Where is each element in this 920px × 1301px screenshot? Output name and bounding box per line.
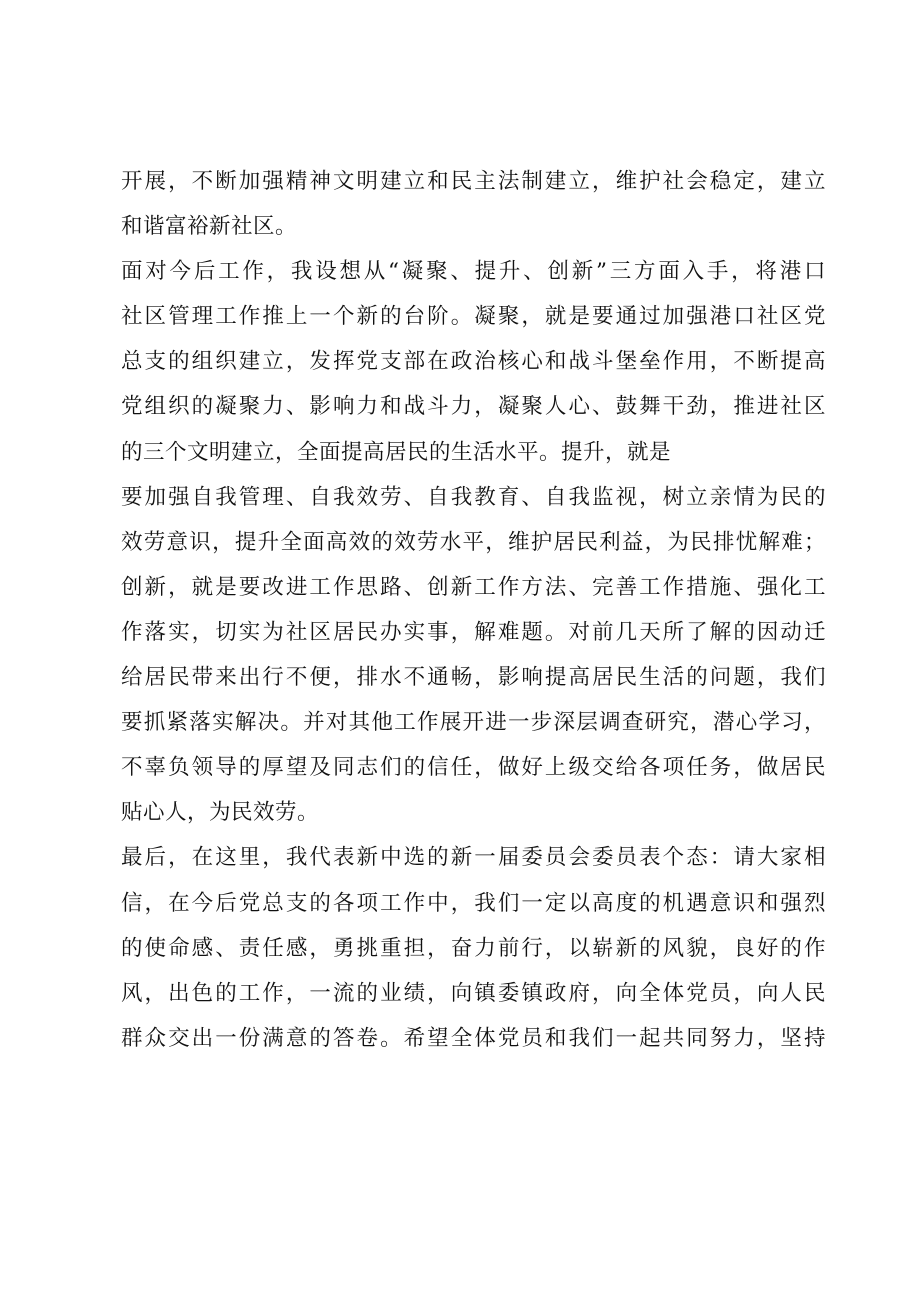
text-line: 不辜负领导的厚望及同志们的信任，做好上级交给各项任务，做居民 <box>121 755 826 781</box>
text-line: 开展，不断加强精神文明建立和民主法制建立，维护社会稳定，建立 <box>121 169 826 194</box>
text-line: 要加强自我管理、自我效劳、自我教育、自我监视，树立亲情为民的 <box>121 484 826 510</box>
body-text <box>121 159 826 1061</box>
text-line: 党组织的凝聚力、影响力和战斗力，凝聚人心、鼓舞干劲，推进社区 <box>121 394 826 420</box>
text-line: 总支的组织建立，发挥党支部在政治核心和战斗堡垒作用，不断提高 <box>121 349 826 375</box>
text-line: 风，出色的工作，一流的业绩，向镇委镇政府，向全体党员，向人民 <box>121 980 826 1006</box>
text-line: 社区管理工作推上一个新的台阶。凝聚，就是要通过加强港口社区党 <box>121 304 826 330</box>
text-line: 效劳意识，提升全面高效的效劳水平，维护居民利益，为民排忧解难； <box>121 529 826 555</box>
text-line: 面对今后工作，我设想从“凝聚、提升、创新”三方面入手，将港口 <box>121 259 826 285</box>
text-line: 创新，就是要改进工作思路、创新工作方法、完善工作措施、强化工 <box>121 574 826 600</box>
text-line: 最后，在这里，我代表新中选的新一届委员会委员表个态：请大家相 <box>121 845 826 871</box>
text-line: 作落实，切实为社区居民办实事，解难题。对前几天所了解的因动迁 <box>121 619 826 645</box>
text-line: 群众交出一份满意的答卷。希望全体党员和我们一起共同努力，坚持 <box>121 1025 826 1051</box>
text-line: 和谐富裕新社区。 <box>121 214 298 240</box>
text-line: 贴心人，为民效劳。 <box>121 800 320 826</box>
text-line: 的三个文明建立，全面提高居民的生活水平。提升，就是 <box>121 439 672 465</box>
text-line: 要抓紧落实解决。并对其他工作展开进一步深层调查研究，潜心学习， <box>121 710 826 736</box>
text-line: 的使命感、责任感，勇挑重担，奋力前行，以崭新的风貌，良好的作 <box>121 935 826 961</box>
text-line: 信，在今后党总支的各项工作中，我们一定以高度的机遇意识和强烈 <box>121 890 826 916</box>
text-line: 给居民带来出行不便，排水不通畅，影响提高居民生活的问题，我们 <box>121 665 826 691</box>
